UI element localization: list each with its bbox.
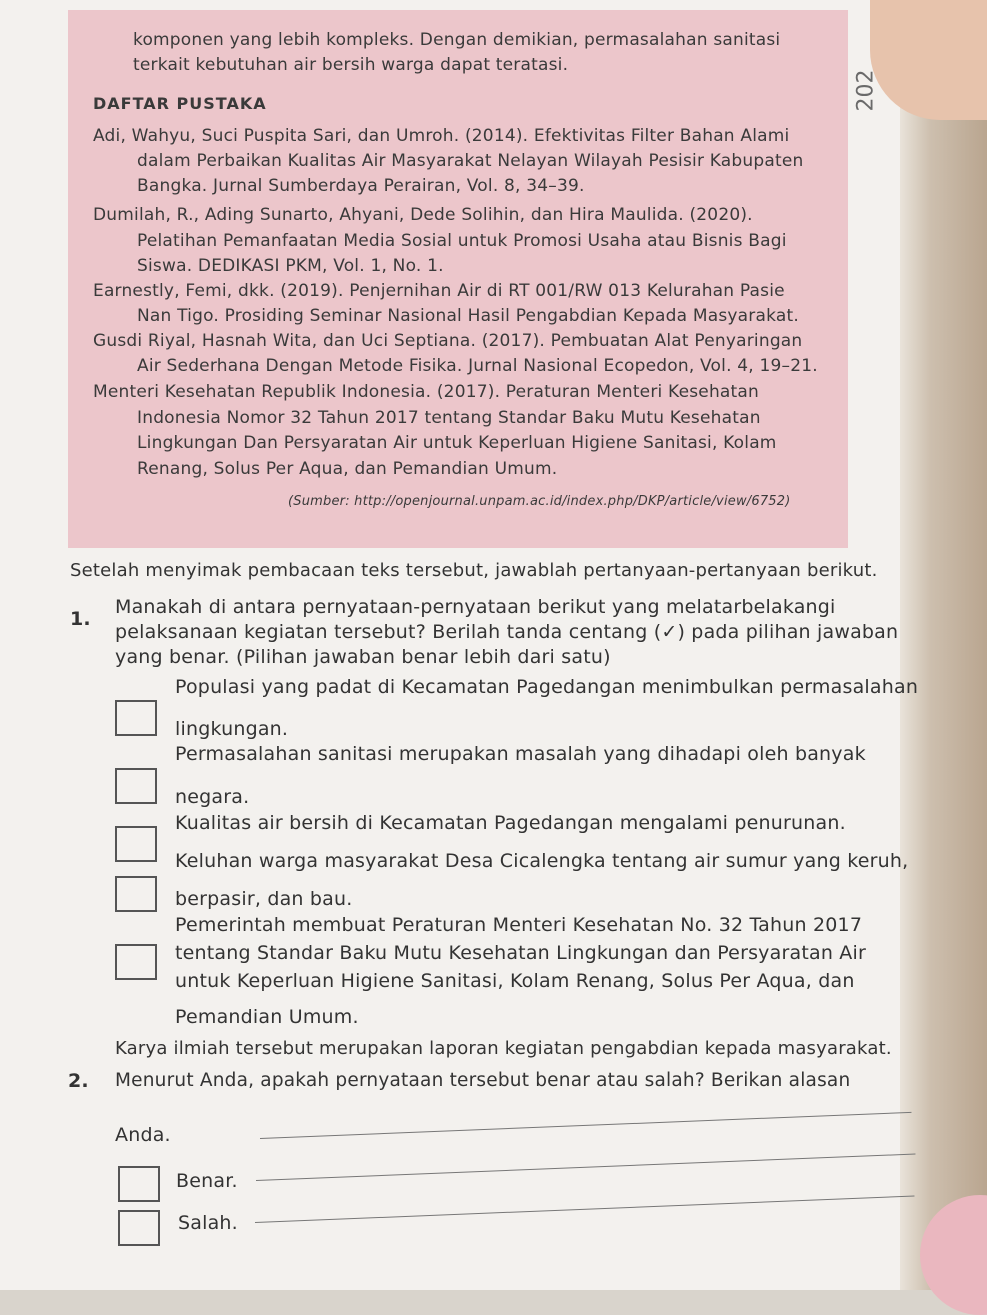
question-1-text: Manakah di antara pernyataan-pernyataan berikut yang melatarbelakangi bbox=[115, 596, 836, 618]
option-text: Permasalahan sanitasi merupakan masalah yang dihadapi oleh banyak bbox=[175, 743, 866, 765]
reference-line: Dumilah, R., Ading Sunarto, Ahyani, Dede Solihin, dan Hira Maulida. (2020). bbox=[93, 205, 753, 225]
book-edge bbox=[900, 0, 987, 1290]
salah-checkbox[interactable] bbox=[118, 1210, 160, 1246]
reference-line: Nan Tigo. Prosiding Seminar Nasional Hasil Pengabdian Kepada Masyarakat. bbox=[137, 306, 799, 326]
reference-line: Earnestly, Femi, dkk. (2019). Penjernihan Air di RT 001/RW 013 Kelurahan Pasie bbox=[93, 281, 785, 301]
reference-line: Gusdi Riyal, Hasnah Wita, dan Uci Septiana. (2017). Pembuatan Alat Penyaringan bbox=[93, 331, 803, 351]
answer-line[interactable] bbox=[260, 1112, 912, 1139]
question-2-text: Karya ilmiah tersebut merupakan laporan kegiatan pengabdian kepada masyarakat. bbox=[115, 1038, 892, 1059]
intro-line: komponen yang lebih kompleks. Dengan demikian, permasalahan sanitasi bbox=[133, 30, 781, 50]
question-1-text: yang benar. (Pilihan jawaban benar lebih dari satu) bbox=[115, 646, 611, 668]
instruction-text: Setelah menyimak pembacaan teks tersebut, jawablah pertanyaan-pertanyaan berikut. bbox=[70, 560, 878, 581]
question-2-number: 2. bbox=[68, 1070, 89, 1092]
option-checkbox[interactable] bbox=[115, 944, 157, 980]
reference-line: Menteri Kesehatan Republik Indonesia. (2017). Peraturan Menteri Kesehatan bbox=[93, 382, 759, 402]
answer-line[interactable] bbox=[255, 1196, 915, 1223]
benar-label: Benar. bbox=[176, 1170, 238, 1192]
salah-label: Salah. bbox=[178, 1212, 238, 1234]
reference-line: Air Sederhana Dengan Metode Fisika. Jurnal Nasional Ecopedon, Vol. 4, 19–21. bbox=[137, 356, 818, 376]
question-2-text: Anda. bbox=[115, 1124, 171, 1146]
reference-line: Indonesia Nomor 32 Tahun 2017 tentang Standar Baku Mutu Kesehatan bbox=[137, 408, 761, 428]
intro-line: terkait kebutuhan air bersih warga dapat teratasi. bbox=[133, 55, 569, 75]
option-text: Populasi yang padat di Kecamatan Pagedangan menimbulkan permasalahan bbox=[175, 676, 919, 698]
option-text: Kualitas air bersih di Kecamatan Pagedangan mengalami penurunan. bbox=[175, 812, 846, 834]
option-checkbox[interactable] bbox=[115, 700, 157, 736]
page-number: 202 bbox=[853, 69, 879, 112]
reference-line: Renang, Solus Per Aqua, dan Pemandian Umum. bbox=[137, 459, 558, 479]
option-text: negara. bbox=[175, 786, 250, 808]
reference-line: Pelatihan Pemanfaatan Media Sosial untuk Promosi Usaha atau Bisnis Bagi bbox=[137, 231, 787, 251]
question-2-text: Menurut Anda, apakah pernyataan tersebut benar atau salah? Berikan alasan bbox=[115, 1070, 851, 1091]
option-text: berpasir, dan bau. bbox=[175, 888, 353, 910]
benar-checkbox[interactable] bbox=[118, 1166, 160, 1202]
option-text: Pemandian Umum. bbox=[175, 1006, 359, 1028]
option-checkbox[interactable] bbox=[115, 876, 157, 912]
option-text: untuk Keperluan Higiene Sanitasi, Kolam Renang, Solus Per Aqua, dan bbox=[175, 970, 855, 992]
reference-line: Siswa. DEDIKASI PKM, Vol. 1, No. 1. bbox=[137, 256, 444, 276]
reference-line: Lingkungan Dan Persyaratan Air untuk Keperluan Higiene Sanitasi, Kolam bbox=[137, 433, 777, 453]
question-1-number: 1. bbox=[70, 608, 91, 630]
option-text: Pemerintah membuat Peraturan Menteri Kesehatan No. 32 Tahun 2017 bbox=[175, 914, 863, 936]
question-1-text: pelaksanaan kegiatan tersebut? Berilah tanda centang (✓) pada pilihan jawaban bbox=[115, 621, 899, 643]
references-heading: DAFTAR PUSTAKA bbox=[93, 94, 267, 113]
option-checkbox[interactable] bbox=[115, 826, 157, 862]
reference-line: Bangka. Jurnal Sumberdaya Perairan, Vol. 8, 34–39. bbox=[137, 176, 585, 196]
option-checkbox[interactable] bbox=[115, 768, 157, 804]
option-text: Keluhan warga masyarakat Desa Cicalengka tentang air sumur yang keruh, bbox=[175, 850, 909, 872]
answer-line[interactable] bbox=[256, 1154, 916, 1181]
source-citation: (Sumber: http://openjournal.unpam.ac.id/index.php/DKP/article/view/6752) bbox=[288, 494, 791, 509]
reference-line: Adi, Wahyu, Suci Puspita Sari, dan Umroh. (2014). Efektivitas Filter Bahan Alami bbox=[93, 126, 790, 146]
option-text: lingkungan. bbox=[175, 718, 289, 740]
reference-line: dalam Perbaikan Kualitas Air Masyarakat Nelayan Wilayah Pesisir Kabupaten bbox=[137, 151, 804, 171]
option-text: tentang Standar Baku Mutu Kesehatan Lingkungan dan Persyaratan Air bbox=[175, 942, 866, 964]
finger-shape bbox=[870, 0, 987, 120]
